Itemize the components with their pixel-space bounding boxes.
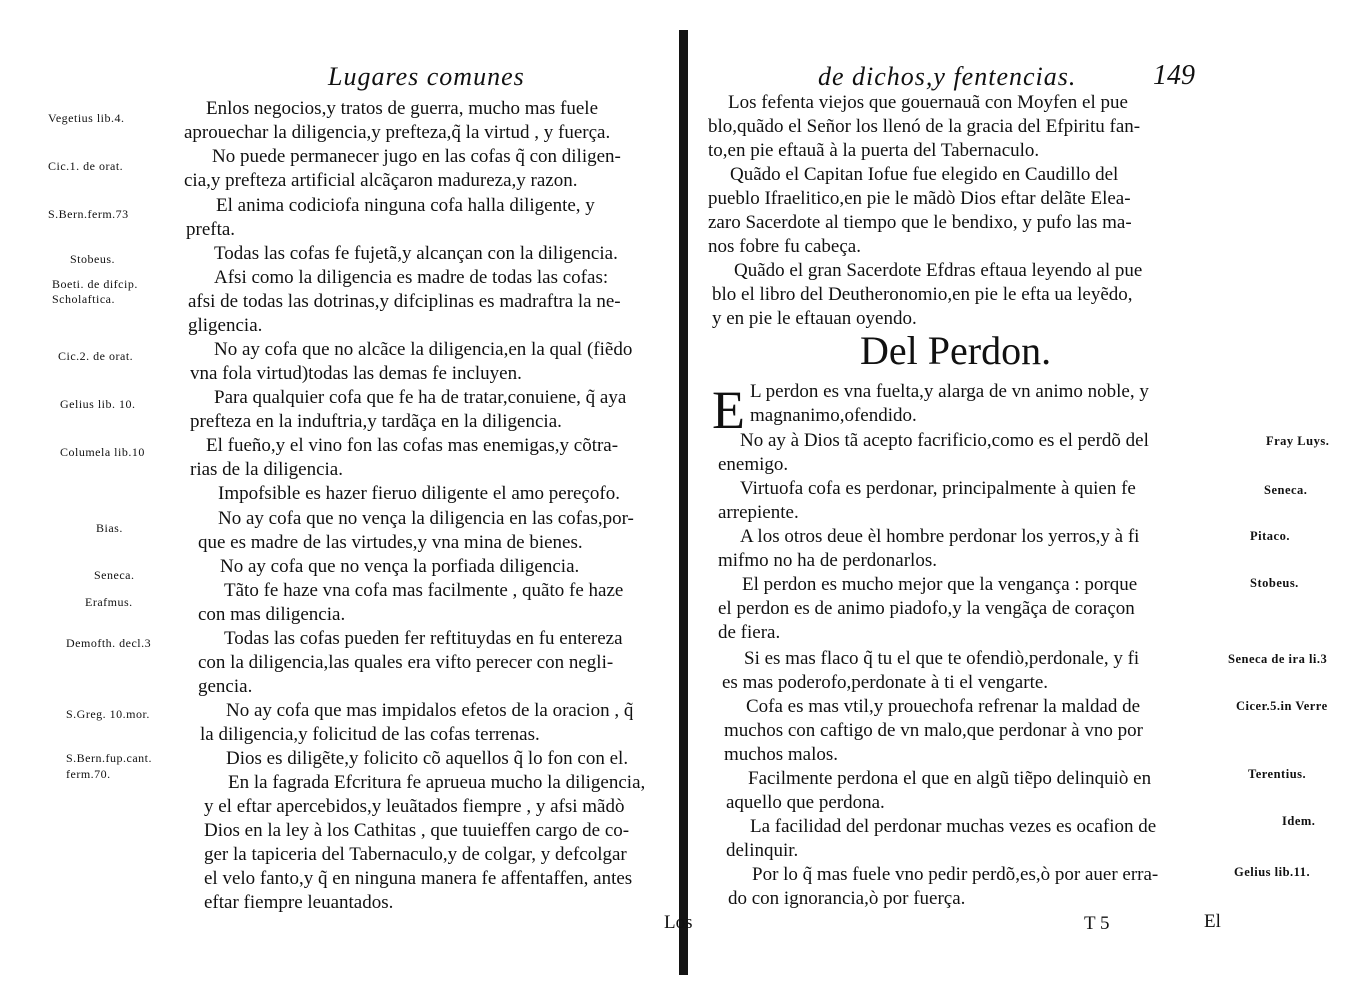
text-line: nos fobre fu cabeça.: [708, 236, 861, 257]
text-line: aprouechar la diligencia,y prefteza,q̃ la virtud , y fuerça.: [184, 122, 611, 143]
running-header-right: de dichos,y fentencias.: [818, 62, 1077, 91]
text-line: afsi de todas las dotrinas,y difciplinas es madraftra la ne-: [188, 291, 621, 312]
text-line: el velo fanto,y q̃ en ninguna manera fe affentaffen, antes: [204, 868, 633, 889]
text-line: blo el libro del Deutheronomio,en pie le efta ua leyẽdo,: [712, 284, 1133, 305]
text-line: La facilidad del perdonar muchas vezes es ocafion de: [750, 816, 1157, 837]
text-line: No ay cofa que no alcãce la diligencia,en la qual (fiẽdo: [214, 339, 633, 360]
text-line: El fueño,y el vino fon las cofas mas enemigas,y cõtra-: [206, 435, 619, 456]
margin-note: ferm.70.: [66, 767, 111, 781]
margin-note: Cicer.5.in Verre: [1236, 699, 1328, 713]
margin-note: Demofth. decl.3: [66, 636, 152, 650]
drop-cap: E: [712, 380, 745, 440]
margin-note: S.Bern.fup.cant.: [66, 751, 152, 765]
margin-note: Pitaco.: [1250, 529, 1290, 543]
text-line: con mas diligencia.: [198, 604, 346, 625]
right-page: [698, 0, 1364, 1000]
text-line: es mas poderofo,perdonate à ti el vengarte.: [722, 672, 1049, 693]
text-line: to,en pie eftauã à la puerta del Tabernaculo.: [708, 140, 1040, 161]
text-line: delinquir.: [726, 840, 799, 861]
margin-note: Terentius.: [1248, 767, 1307, 781]
text-line: L perdon es vna fuelta,y alarga de vn animo noble, y: [750, 381, 1149, 402]
margin-note: Bias.: [96, 521, 123, 535]
margin-note: Columela lib.10: [60, 445, 145, 459]
signature-mark: T 5: [1084, 913, 1110, 934]
text-line: mifmo no ha de perdonarlos.: [718, 550, 937, 571]
margin-note: Cic.1. de orat.: [48, 159, 124, 173]
margin-note: S.Bern.ferm.73: [48, 207, 129, 221]
text-line: la diligencia,y folicitud de las cofas terrenas.: [200, 724, 540, 745]
text-line: aquello que perdona.: [726, 792, 885, 813]
text-line: prefteza en la induftria,y tardãça en la diligencia.: [190, 411, 562, 432]
text-line: En la fagrada Efcritura fe aprueua mucho la diligencia,: [228, 772, 646, 793]
text-line: Para qualquier cofa que fe ha de tratar,conuiene, q̃ aya: [214, 387, 627, 408]
text-line: que es madre de las virtudes,y vna mina de bienes.: [198, 532, 583, 553]
text-line: Quãdo el Capitan Iofue fue elegido en Caudillo del: [730, 164, 1119, 185]
margin-note: Stobeus.: [1250, 576, 1299, 590]
text-line: el perdon es de animo piadofo,y la vengãça de coraçon: [718, 598, 1135, 619]
text-line: rias de la diligencia.: [190, 459, 343, 480]
margin-note: Idem.: [1282, 814, 1316, 828]
text-line: Cofa es mas vtil,y prouechofa refrenar la maldad de: [746, 696, 1141, 717]
text-line: Los fefenta viejos que gouernauã con Moyfen el pue: [728, 92, 1128, 113]
margin-note: Gelius lib. 10.: [60, 397, 136, 411]
text-line: prefta.: [186, 219, 236, 240]
text-line: Si es mas flaco q̃ tu el que te ofendiò,perdonale, y fi: [744, 648, 1140, 669]
catchword: El: [1204, 911, 1221, 932]
text-line: No puede permanecer jugo en las cofas q̃ con diligen-: [212, 146, 621, 167]
text-line: ger la tapiceria del Tabernaculo,y de colgar, y defcolgar: [204, 844, 627, 865]
margin-note: Seneca de ira li.3: [1228, 652, 1328, 666]
text-line: blo,quãdo el Señor los llenó de la gracia del Efpiritu fan-: [708, 116, 1141, 137]
text-line: Facilmente perdona el que en algũ tiẽpo delinquiò en: [748, 768, 1152, 789]
text-line: do con ignorancia,ò por fuerça.: [728, 888, 966, 909]
text-line: Todas las cofas fe fujetã,y alcançan con la diligencia.: [214, 243, 618, 264]
text-line: Virtuofa cofa es perdonar, principalmente à quien fe: [740, 478, 1136, 499]
margin-note: S.Greg. 10.mor.: [66, 707, 150, 721]
text-line: cia,y prefteza artificial alcãçaron madureza,y razon.: [184, 170, 578, 191]
text-line: gencia.: [198, 676, 253, 697]
text-line: muchos con caftigo de vn malo,que perdonar à vno por: [724, 720, 1143, 741]
text-line: No ay à Dios tã acepto facrificio,como es el perdõ del: [740, 430, 1149, 451]
margin-note: Seneca.: [94, 568, 135, 582]
text-line: muchos malos.: [724, 744, 838, 765]
margin-note: Cic.2. de orat.: [58, 349, 134, 363]
text-line: y el eftar apercebidos,y leuãtados fiempre , y afsi mãdò: [204, 796, 625, 817]
text-line: gligencia.: [188, 315, 263, 336]
margin-note: Scholaftica.: [52, 292, 115, 306]
margin-note: Gelius lib.11.: [1234, 865, 1311, 879]
margin-note: Stobeus.: [70, 252, 116, 266]
text-line: Impofsible es hazer fieruo diligente el amo pereçofo.: [218, 483, 620, 504]
text-line: y en pie le eftauan oyendo.: [712, 308, 917, 329]
text-line: Afsi como la diligencia es madre de todas las cofas:: [214, 267, 609, 288]
section-title: Del Perdon.: [860, 328, 1052, 373]
text-line: zaro Sacerdote al tiempo que le bendixo, y pufo las ma-: [708, 212, 1132, 233]
text-line: con la diligencia,las quales era vifto perecer con negli-: [198, 652, 614, 673]
text-line: No ay cofa que mas impidalos efetos de la oracion , q̃: [226, 700, 634, 721]
text-line: Por lo q̃ mas fuele vno pedir perdõ,es,ò por auer erra-: [752, 864, 1159, 885]
margin-note: Fray Luys.: [1266, 434, 1330, 448]
text-line: Quãdo el gran Sacerdote Efdras eftaua leyendo al pue: [734, 260, 1143, 281]
margin-note: Vegetius lib.4.: [48, 111, 125, 125]
text-line: eftar fiempre leuantados.: [204, 892, 394, 913]
margin-note: Seneca.: [1264, 483, 1308, 497]
running-header-left: Lugares comunes: [328, 62, 525, 91]
text-line: de fiera.: [718, 622, 781, 643]
text-line: magnanimo,ofendido.: [750, 405, 917, 426]
margin-note: Erafmus.: [85, 595, 133, 609]
margin-note: Boeti. de difcip.: [52, 277, 138, 291]
text-line: No ay cofa que no vença la diligencia en las cofas,por-: [218, 508, 634, 529]
text-line: Tãto fe haze vna cofa mas facilmente , quãto fe haze: [224, 580, 624, 601]
text-line: No ay cofa que no vença la porfiada diligencia.: [220, 556, 580, 577]
text-line: Dios en la ley à los Cathitas , que tuuieffen cargo de co-: [204, 820, 630, 841]
text-line: A los otros deue èl hombre perdonar los yerros,y à fi: [740, 526, 1140, 547]
text-line: arrepiente.: [718, 502, 799, 523]
text-line: pueblo Ifraelitico,en pie le mãdò Dios eftar delãte Elea-: [708, 188, 1131, 209]
text-line: vna fola virtud)todas las demas fe incluyen.: [190, 363, 522, 384]
catchword: Los: [664, 912, 693, 933]
text-line: Enlos negocios,y tratos de guerra, mucho mas fuele: [206, 98, 599, 119]
text-line: Dios es diligẽte,y folicito cõ aquellos q̃ lo fon con el.: [226, 748, 629, 769]
text-line: El anima codiciofa ninguna cofa halla diligente, y: [216, 195, 595, 216]
text-line: El perdon es mucho mejor que la vengança : porque: [742, 574, 1138, 595]
page-number: 149: [1153, 60, 1195, 91]
text-line: enemigo.: [718, 454, 789, 475]
text-line: Todas las cofas pueden fer reftituydas en fu entereza: [224, 628, 623, 649]
